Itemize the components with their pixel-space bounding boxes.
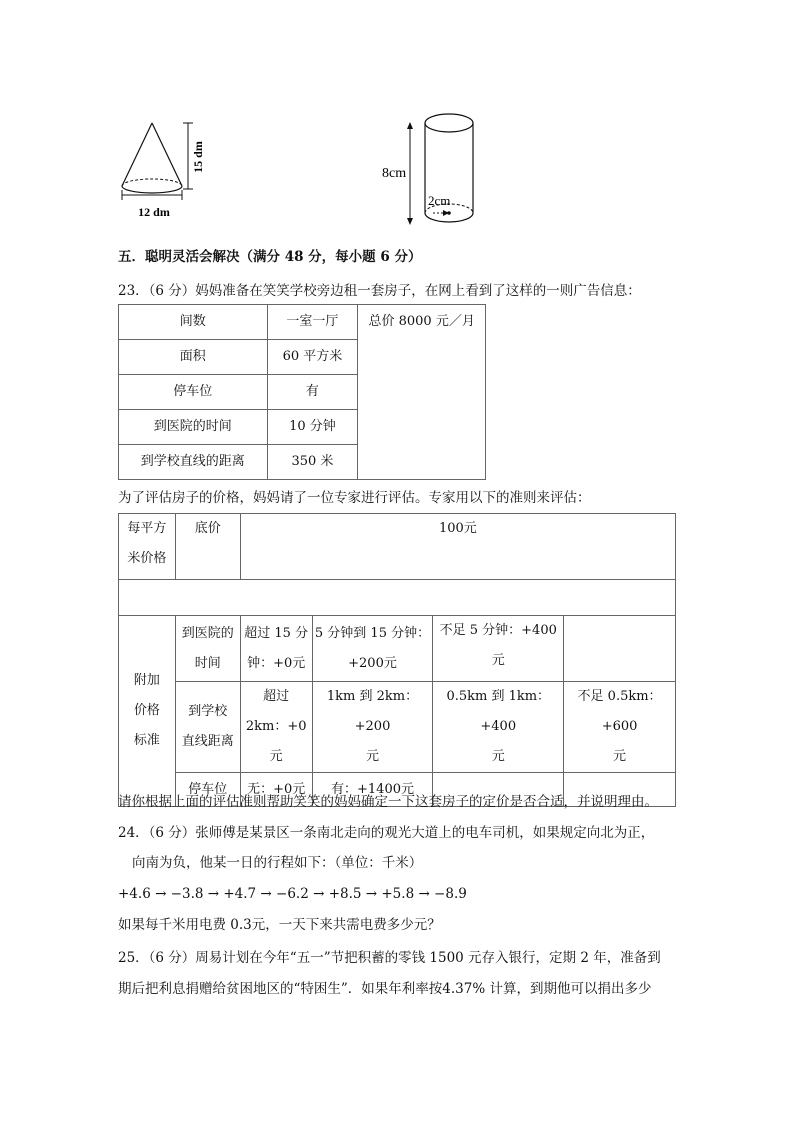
ad-cell: 到医院的时间 [119, 410, 268, 445]
hospital-option: 5 分钟到 15 分钟： +200元 [312, 616, 433, 682]
q24-trip: +4.6 → −3.8 → +4.7 → −6.2 → +8.5 → +5.8 → −8.9 [118, 886, 467, 902]
q25-line2: 期后把利息捐赠给贫困地区的“特困生”．如果年利率按4.37% 计算，到期他可以捐出多少 [118, 981, 652, 997]
ad-cell: 停车位 [119, 375, 268, 410]
school-option: 0.5km 到 1km：+400 元 [433, 682, 564, 773]
base-label: 底价 [175, 514, 240, 580]
hospital-label: 到医院的 时间 [175, 616, 240, 682]
hospital-option: 超过 15 分 钟：+0元 [240, 616, 312, 682]
school-option: 超过 2km：+0元 [240, 682, 312, 773]
ad-cell: 有 [267, 375, 358, 410]
expert-text: 为了评估房子的价格，妈妈请了一位专家进行评估。专家用以下的准则来评估： [118, 490, 591, 506]
ad-cell: 一室一厅 [267, 305, 358, 340]
table-row [119, 514, 676, 580]
table-row [119, 580, 676, 616]
table-row [119, 682, 676, 773]
ad-cell: 60 平方米 [267, 340, 358, 375]
table-row [119, 305, 486, 340]
empty-row [119, 580, 676, 616]
cylinder-figure [378, 105, 488, 230]
base-value: 100元 [240, 514, 675, 580]
cone-height-label: 15 dm [191, 141, 205, 173]
parking-option: 无：+0元 [240, 773, 312, 807]
q25-line1: 25．（6 分）周易计划在今年“五一”节把积蓄的零钱 1500 元存入银行，定期 2 年，准备到 [118, 950, 661, 966]
table-row [119, 616, 676, 682]
criteria-table [118, 513, 676, 807]
school-label: 到学校 直线距离 [175, 682, 240, 773]
ad-cell: 10 分钟 [267, 410, 358, 445]
q23-question: 请你根据上面的评估准则帮助笑笑的妈妈确定一下这套房子的定价是否合适，并说明理由。 [118, 794, 658, 810]
cone-figure [110, 115, 220, 225]
ad-cell: 面积 [119, 340, 268, 375]
hospital-option: 不足 5 分钟：+400元 [433, 616, 564, 682]
parking-label: 停车位 [175, 773, 240, 807]
cylinder-radius-label: 2cm [428, 193, 451, 208]
ad-cell: 间数 [119, 305, 268, 340]
unit-price-label: 每平方 米价格 [119, 514, 176, 580]
ad-cell: 350 米 [267, 445, 358, 480]
q24-question: 如果每千米用电费 0.3元，一天下来共需电费多少元？ [118, 917, 441, 933]
ad-price: 总价 8000 元／月 [358, 305, 486, 480]
parking-option: 有：+1400元 [312, 773, 433, 807]
school-option: 1km 到 2km：+200 元 [312, 682, 433, 773]
ad-cell: 到学校直线的距离 [119, 445, 268, 480]
ad-table [118, 304, 486, 480]
q24-line1: 24．（6 分）张师傅是某景区一条南北走向的观光大道上的电车司机，如果规定向北为正， [118, 825, 655, 841]
extra-label: 附加 价格 标准 [119, 616, 176, 807]
section-heading: 五．聪明灵活会解决（满分 48 分，每小题 6 分） [118, 249, 422, 265]
q23-text: 23．（6 分）妈妈准备在笑笑学校旁边租一套房子，在网上看到了这样的一则广告信息： [118, 283, 641, 299]
empty-cell [564, 616, 676, 682]
cone-diameter-label: 12 dm [138, 205, 170, 219]
cylinder-height-label: 8cm [382, 166, 407, 181]
school-option: 不足 0.5km：+600 元 [564, 682, 676, 773]
q24-line2: 向南为负，他某一日的行程如下：（单位：千米） [132, 855, 423, 871]
